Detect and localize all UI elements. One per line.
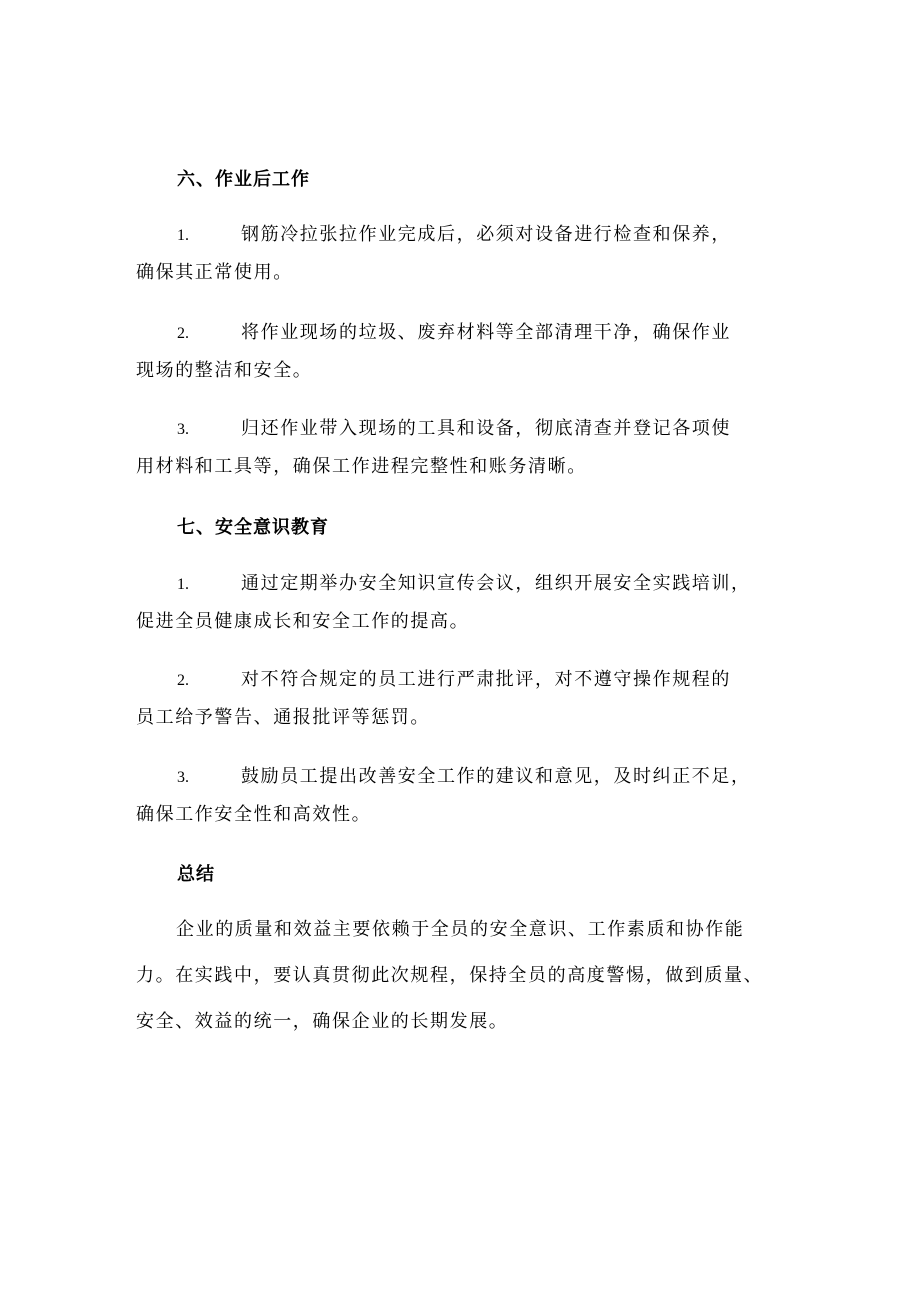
item-text-continued: 现场的整洁和安全。 [136,360,313,381]
section-heading-6: 六、作业后工作 [177,169,310,190]
summary-line: 力。在实践中，要认真贯彻此次规程，保持全员的高度警惕，做到质量、 [136,965,764,986]
list-item [136,318,776,382]
item-text-continued: 员工给予警告、通报批评等惩罚。 [136,707,430,728]
item-text-continued: 确保其正常使用。 [136,262,293,283]
item-text: 将作业现场的垃圾、废弃材料等全部清理干净，确保作业 [241,322,731,343]
list-item [136,665,776,729]
item-text: 鼓励员工提出改善安全工作的建议和意见，及时纠正不足， [241,766,751,787]
item-number: 3. [177,421,189,438]
item-text: 对不符合规定的员工进行严肃批评，对不遵守操作规程的 [241,669,731,690]
list-item [136,569,776,633]
item-number: 2. [177,325,189,342]
summary-line: 安全、效益的统一，确保企业的长期发展。 [136,1011,509,1032]
summary-paragraph [136,915,776,1053]
item-text-continued: 确保工作安全性和高效性。 [136,804,372,825]
item-number: 1. [177,227,189,244]
item-text-continued: 用材料和工具等，确保工作进程完整性和账务清晰。 [136,456,587,477]
section-heading-7: 七、安全意识教育 [177,517,329,538]
summary-line: 企业的质量和效益主要依赖于全员的安全意识、工作素质和协作能 [176,919,745,940]
item-number: 1. [177,576,189,593]
item-text: 钢筋冷拉张拉作业完成后，必须对设备进行检查和保养， [241,224,731,245]
summary-heading: 总结 [177,864,215,885]
item-number: 2. [177,672,189,689]
item-text: 通过定期举办安全知识宣传会议，组织开展安全实践培训， [241,573,751,594]
list-item [136,220,776,284]
list-item [136,414,776,478]
item-text-continued: 促进全员健康成长和安全工作的提高。 [136,611,470,632]
item-number: 3. [177,769,189,786]
item-text: 归还作业带入现场的工具和设备，彻底清查并登记各项使 [241,418,731,439]
list-item [136,762,776,826]
